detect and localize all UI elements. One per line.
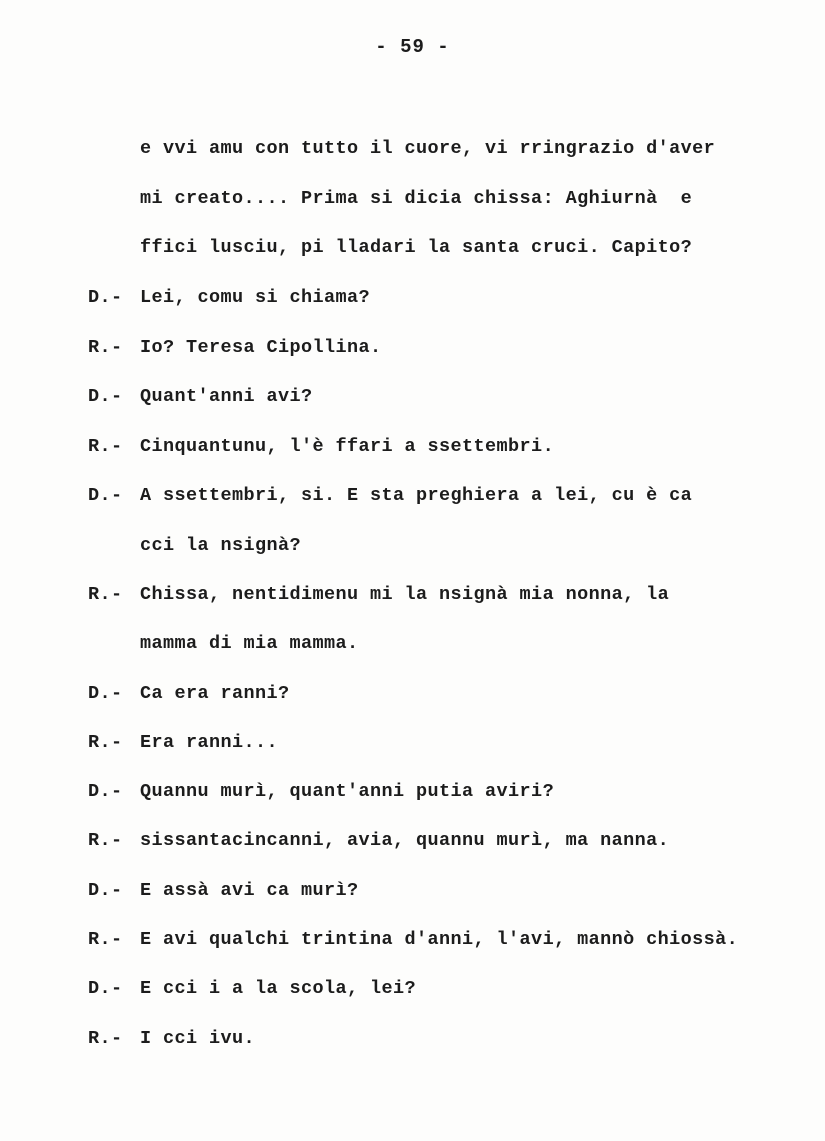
line-text: E cci i a la scola, lei? [140, 978, 417, 999]
line-text: ffici lusciu, pi lladari la santa cruci. Capito? [140, 237, 693, 258]
transcript-line [88, 978, 416, 999]
line-text: Io? Teresa Cipollina. [140, 337, 382, 358]
line-speaker: R.- [88, 732, 123, 753]
line-text: Quannu murì, quant'anni putia aviri? [140, 781, 555, 802]
transcript-line [88, 237, 692, 258]
line-text: Cinquantunu, l'è ffari a ssettembri. [140, 436, 555, 457]
transcript-line [88, 386, 313, 407]
line-text: e vvi amu con tutto il cuore, vi rringrazio d'aver [140, 138, 716, 159]
transcript-line [88, 188, 692, 209]
line-text: Era ranni... [140, 732, 279, 753]
line-text: Lei, comu si chiama? [140, 287, 371, 308]
transcript-line [88, 535, 301, 556]
line-speaker: R.- [88, 830, 123, 851]
line-text: Ca era ranni? [140, 683, 290, 704]
transcript-line [88, 683, 290, 704]
transcript-line [88, 287, 370, 308]
line-speaker: D.- [88, 880, 123, 901]
transcript-line [88, 830, 669, 851]
line-speaker: D.- [88, 978, 123, 999]
line-speaker: D.- [88, 287, 123, 308]
transcript-line [88, 337, 382, 358]
line-text: I cci ivu. [140, 1028, 256, 1049]
line-speaker: R.- [88, 1028, 123, 1049]
line-text: sissantacincanni, avia, quannu murì, ma nanna. [140, 830, 670, 851]
line-text: mamma di mia mamma. [140, 633, 359, 654]
line-text: E avi qualchi trintina d'anni, l'avi, mannò chiossà. [140, 929, 739, 950]
transcript-line [88, 781, 554, 802]
line-speaker: D.- [88, 781, 123, 802]
line-text: mi creato.... Prima si dicia chissa: Aghiurnà e [140, 188, 693, 209]
transcript-line [88, 436, 554, 457]
line-speaker: R.- [88, 436, 123, 457]
line-speaker: R.- [88, 337, 123, 358]
line-speaker: R.- [88, 584, 123, 605]
transcript-line [88, 1028, 255, 1049]
line-text: cci la nsignà? [140, 535, 302, 556]
line-text: A ssettembri, si. E sta preghiera a lei, cu è ca [140, 485, 693, 506]
line-speaker: D.- [88, 485, 123, 506]
line-text: E assà avi ca murì? [140, 880, 359, 901]
line-speaker: D.- [88, 683, 123, 704]
transcript-line [88, 929, 738, 950]
line-speaker: D.- [88, 386, 123, 407]
line-text: Chissa, nentidimenu mi la nsignà mia nonna, la [140, 584, 670, 605]
transcript-line [88, 880, 359, 901]
transcript-line [88, 138, 715, 159]
transcript-line [88, 584, 669, 605]
transcript-line [88, 633, 359, 654]
transcript-line [88, 732, 278, 753]
page-number: - 59 - [375, 36, 450, 58]
line-text: Quant'anni avi? [140, 386, 313, 407]
line-speaker: R.- [88, 929, 123, 950]
transcript-line [88, 485, 692, 506]
